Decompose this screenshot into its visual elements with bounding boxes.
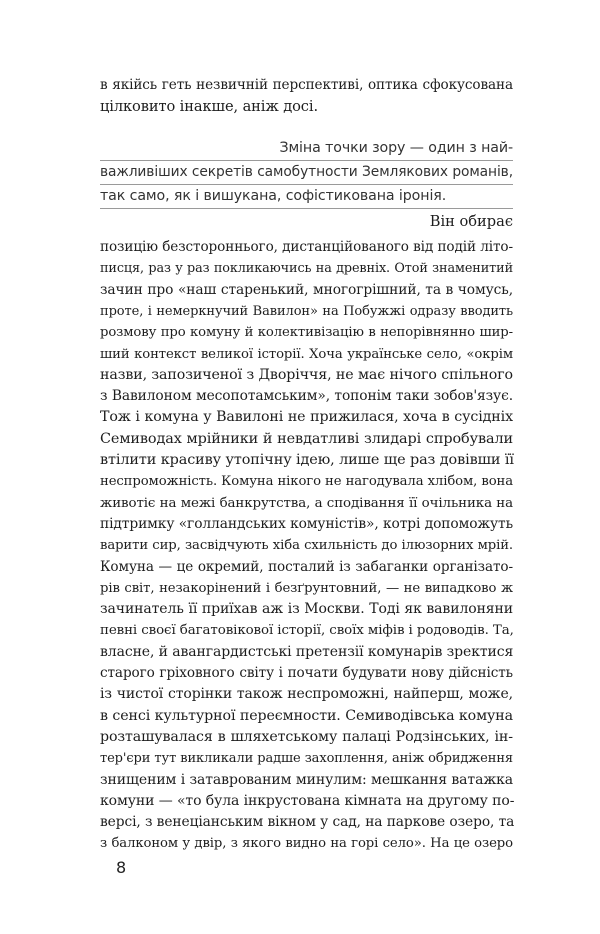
text-line: проте, і немеркнучий Вавилон» на Побужжі одразу вводить xyxy=(100,303,513,319)
text-line: рів світ, незакорінений і безґрунтовний, — не випадково ж xyxy=(100,580,513,596)
text-line: Тож і комуна у Вавилоні не прижилася, хоча в сусідніх xyxy=(100,409,513,426)
page-number: 8 xyxy=(116,858,127,877)
text-line: знищеним і затаврованим минулим: мешкання ватажка xyxy=(100,771,513,788)
text-line: розмову про комуну й колективізацію в непорівнянно шир- xyxy=(100,325,513,341)
text-line: старого гріховного світу і почати будувати нову дійсність xyxy=(100,665,513,681)
pull-quote-line: так само, як і вишукана, софістикована іронія. xyxy=(100,185,513,209)
text-line: версі, з венеціанським вікном у сад, на паркове озеро, та xyxy=(100,814,515,831)
text-line: животіє на межі банкрутства, а сподівання її очільника на xyxy=(100,495,513,511)
text-line: в сенсі культурної переємности. Семиводівська комуна xyxy=(100,707,513,724)
pull-quote xyxy=(100,137,513,209)
text-line: Семиводах мрійники й невдатливі злидарі спробували xyxy=(100,430,513,447)
text-line: з балконом у двір, з якого видно на горі село». На це озеро xyxy=(100,836,513,852)
text-line: з Вавилоном месопотамським», топонім таки зобов'язує. xyxy=(100,388,513,405)
text-line: неспроможність. Комуна нікого не нагодувала хлібом, вона xyxy=(100,474,513,490)
text-line: певні своєї багатовікової історії, своїх міфів і родоводів. Та, xyxy=(100,623,514,639)
text-line: писця, раз у раз покликаючись на древніх. Отой знаменитий xyxy=(100,261,513,277)
paragraph-start: Він обирає xyxy=(429,213,513,230)
pull-quote-line: важливіших секретів самобутности Землякових романів, xyxy=(100,161,513,185)
text-line: підтримку «голландських комуністів», котрі допоможуть xyxy=(100,515,513,532)
text-line: позицію безстороннього, дистанційованого від подій літо- xyxy=(100,239,513,255)
text-line: тер'єри тут викликали радше захоплення, аніж обридження xyxy=(100,751,513,767)
pull-quote-line: Зміна точки зору — один з най- xyxy=(100,137,513,161)
text-line: ший контекст великої історії. Хоча українське село, «окрім xyxy=(100,346,513,362)
text-line: назви, запозиченої з Дворіччя, не має нічого спільного xyxy=(100,366,513,383)
text-line: втілити красиву утопічну ідею, лише ще раз довівши її xyxy=(100,452,514,468)
text-line: власне, й авангардистські претензії комунарів зректися xyxy=(100,643,514,660)
text-line: цілковито інакше, аніж досі. xyxy=(100,98,318,115)
text-line: розташувалася в шляхетському палаці Родзінських, ін- xyxy=(100,728,513,745)
text-line: комуни — «то була інкрустована кімната на другому по- xyxy=(100,792,515,809)
text-line: зачин про «наш старенький, многогрішний, та в чомусь, xyxy=(100,281,513,298)
text-line: в якійсь геть незвичній перспективі, оптика сфокусована xyxy=(100,77,513,93)
text-line: із чистої сторінки також неспроможні, найперш, може, xyxy=(100,686,513,703)
text-line: зачинатель її приїхав аж із Москви. Тоді як вавилоняни xyxy=(100,601,513,618)
text-line: варити сир, засвідчують хіба схильність до ілюзорних мрій. xyxy=(100,538,513,554)
text-line: Комуна — це окремий, посталий із забаганки організато- xyxy=(100,558,513,575)
